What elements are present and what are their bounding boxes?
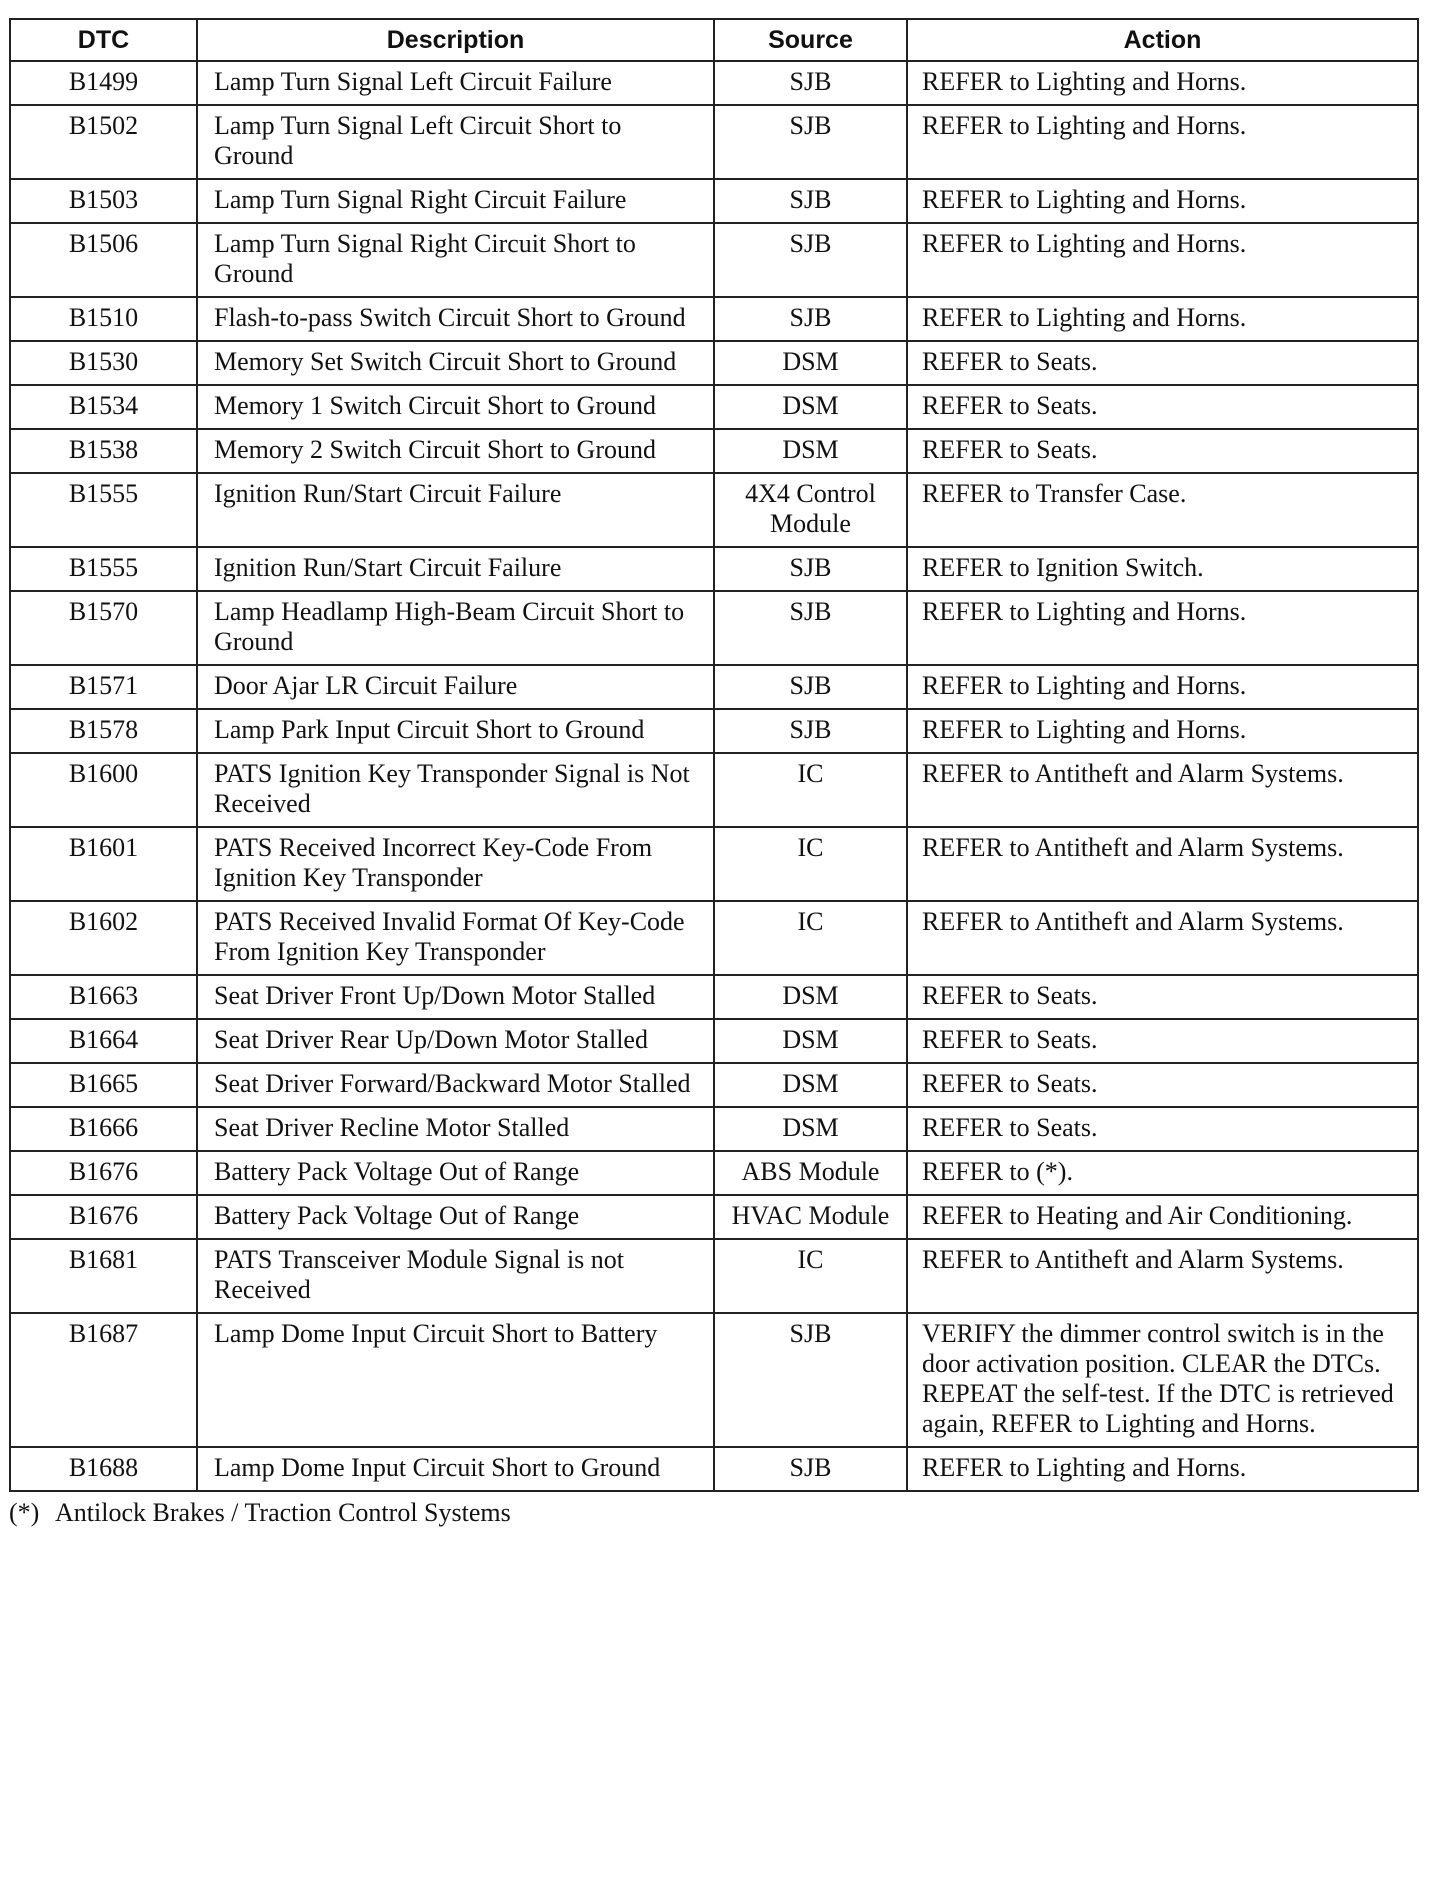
cell-source: SJB: [714, 1313, 907, 1447]
footnote-text: Antilock Brakes / Traction Control Systems: [55, 1498, 511, 1527]
footnote: [9, 1498, 1417, 1528]
cell-source: DSM: [714, 1107, 907, 1151]
cell-dtc: B1503: [10, 179, 197, 223]
header-dtc: DTC: [10, 19, 197, 61]
table-row: [10, 1107, 1418, 1151]
cell-description: Lamp Park Input Circuit Short to Ground: [197, 709, 714, 753]
cell-action: REFER to Lighting and Horns.: [907, 223, 1418, 297]
cell-dtc: B1663: [10, 975, 197, 1019]
cell-source: IC: [714, 827, 907, 901]
cell-dtc: B1664: [10, 1019, 197, 1063]
cell-source: IC: [714, 901, 907, 975]
cell-description: Battery Pack Voltage Out of Range: [197, 1151, 714, 1195]
cell-description: Lamp Turn Signal Left Circuit Failure: [197, 61, 714, 105]
cell-action: REFER to Lighting and Horns.: [907, 297, 1418, 341]
dtc-table: [9, 18, 1419, 1492]
table-row: [10, 1063, 1418, 1107]
cell-dtc: B1578: [10, 709, 197, 753]
cell-description: PATS Received Invalid Format Of Key-Code From Ignition Key Transponder: [197, 901, 714, 975]
table-row: [10, 547, 1418, 591]
cell-dtc: B1681: [10, 1239, 197, 1313]
table-row: [10, 223, 1418, 297]
cell-dtc: B1506: [10, 223, 197, 297]
cell-source: ABS Module: [714, 1151, 907, 1195]
cell-dtc: B1676: [10, 1195, 197, 1239]
cell-description: Lamp Dome Input Circuit Short to Battery: [197, 1313, 714, 1447]
cell-dtc: B1602: [10, 901, 197, 975]
table-row: [10, 975, 1418, 1019]
cell-dtc: B1571: [10, 665, 197, 709]
cell-dtc: B1510: [10, 297, 197, 341]
cell-source: DSM: [714, 1019, 907, 1063]
cell-source: DSM: [714, 429, 907, 473]
cell-description: Seat Driver Rear Up/Down Motor Stalled: [197, 1019, 714, 1063]
cell-source: IC: [714, 753, 907, 827]
cell-source: SJB: [714, 223, 907, 297]
cell-source: DSM: [714, 975, 907, 1019]
cell-source: SJB: [714, 105, 907, 179]
cell-source: DSM: [714, 1063, 907, 1107]
table-row: [10, 105, 1418, 179]
cell-source: IC: [714, 1239, 907, 1313]
table-row: [10, 341, 1418, 385]
cell-description: Seat Driver Forward/Backward Motor Stalled: [197, 1063, 714, 1107]
cell-source: SJB: [714, 591, 907, 665]
header-action: Action: [907, 19, 1418, 61]
cell-dtc: B1570: [10, 591, 197, 665]
cell-description: Lamp Turn Signal Right Circuit Failure: [197, 179, 714, 223]
cell-action: REFER to Lighting and Horns.: [907, 179, 1418, 223]
table-row: [10, 709, 1418, 753]
cell-action: REFER to Seats.: [907, 385, 1418, 429]
cell-dtc: B1665: [10, 1063, 197, 1107]
cell-description: Memory 1 Switch Circuit Short to Ground: [197, 385, 714, 429]
cell-description: Seat Driver Front Up/Down Motor Stalled: [197, 975, 714, 1019]
table-row: [10, 1313, 1418, 1447]
cell-dtc: B1676: [10, 1151, 197, 1195]
table-row: [10, 1239, 1418, 1313]
cell-description: Memory 2 Switch Circuit Short to Ground: [197, 429, 714, 473]
cell-source: SJB: [714, 61, 907, 105]
cell-action: REFER to Lighting and Horns.: [907, 709, 1418, 753]
cell-dtc: B1499: [10, 61, 197, 105]
cell-source: SJB: [714, 709, 907, 753]
table-row: [10, 61, 1418, 105]
table-body: [10, 61, 1418, 1491]
cell-dtc: B1555: [10, 547, 197, 591]
table-row: [10, 591, 1418, 665]
cell-dtc: B1666: [10, 1107, 197, 1151]
cell-description: Lamp Dome Input Circuit Short to Ground: [197, 1447, 714, 1491]
cell-action: REFER to Seats.: [907, 1107, 1418, 1151]
cell-description: Memory Set Switch Circuit Short to Ground: [197, 341, 714, 385]
cell-dtc: B1502: [10, 105, 197, 179]
dtc-document: [9, 18, 1417, 1528]
cell-action: REFER to Seats.: [907, 975, 1418, 1019]
cell-description: Lamp Turn Signal Right Circuit Short to Ground: [197, 223, 714, 297]
cell-action: REFER to Antitheft and Alarm Systems.: [907, 1239, 1418, 1313]
cell-description: Lamp Headlamp High-Beam Circuit Short to Ground: [197, 591, 714, 665]
cell-action: REFER to Lighting and Horns.: [907, 61, 1418, 105]
table-row: [10, 297, 1418, 341]
table-row: [10, 473, 1418, 547]
cell-description: Door Ajar LR Circuit Failure: [197, 665, 714, 709]
table-row: [10, 827, 1418, 901]
cell-description: Flash-to-pass Switch Circuit Short to Ground: [197, 297, 714, 341]
table-row: [10, 901, 1418, 975]
table-row: [10, 753, 1418, 827]
cell-description: Seat Driver Recline Motor Stalled: [197, 1107, 714, 1151]
cell-dtc: B1601: [10, 827, 197, 901]
cell-action: REFER to Antitheft and Alarm Systems.: [907, 753, 1418, 827]
cell-source: DSM: [714, 341, 907, 385]
cell-action: REFER to Lighting and Horns.: [907, 105, 1418, 179]
table-row: [10, 385, 1418, 429]
table-header-row: [10, 19, 1418, 61]
cell-action: REFER to Seats.: [907, 429, 1418, 473]
cell-dtc: B1555: [10, 473, 197, 547]
cell-action: REFER to Seats.: [907, 1063, 1418, 1107]
table-row: [10, 429, 1418, 473]
cell-source: SJB: [714, 297, 907, 341]
cell-source: SJB: [714, 665, 907, 709]
table-row: [10, 1447, 1418, 1491]
cell-action: REFER to Lighting and Horns.: [907, 1447, 1418, 1491]
cell-action: REFER to Seats.: [907, 1019, 1418, 1063]
cell-action: REFER to Heating and Air Conditioning.: [907, 1195, 1418, 1239]
table-row: [10, 665, 1418, 709]
footnote-marker: (*): [9, 1498, 40, 1527]
cell-source: DSM: [714, 385, 907, 429]
cell-description: PATS Transceiver Module Signal is not Received: [197, 1239, 714, 1313]
cell-dtc: B1538: [10, 429, 197, 473]
header-description: Description: [197, 19, 714, 61]
cell-source: HVAC Module: [714, 1195, 907, 1239]
cell-action: REFER to (*).: [907, 1151, 1418, 1195]
cell-source: 4X4 Control Module: [714, 473, 907, 547]
table-row: [10, 179, 1418, 223]
cell-action: REFER to Antitheft and Alarm Systems.: [907, 901, 1418, 975]
cell-action: REFER to Seats.: [907, 341, 1418, 385]
table-row: [10, 1195, 1418, 1239]
cell-action: VERIFY the dimmer control switch is in the door activation position. CLEAR the DTCs. REPEAT the self-test. If the DTC is retrieved again, REFER to Lighting and Horns.: [907, 1313, 1418, 1447]
cell-description: Battery Pack Voltage Out of Range: [197, 1195, 714, 1239]
cell-dtc: B1530: [10, 341, 197, 385]
cell-dtc: B1687: [10, 1313, 197, 1447]
cell-description: Lamp Turn Signal Left Circuit Short to Ground: [197, 105, 714, 179]
cell-description: PATS Received Incorrect Key-Code From Ignition Key Transponder: [197, 827, 714, 901]
cell-action: REFER to Lighting and Horns.: [907, 665, 1418, 709]
cell-action: REFER to Transfer Case.: [907, 473, 1418, 547]
cell-action: REFER to Antitheft and Alarm Systems.: [907, 827, 1418, 901]
cell-action: REFER to Ignition Switch.: [907, 547, 1418, 591]
cell-source: SJB: [714, 179, 907, 223]
cell-dtc: B1534: [10, 385, 197, 429]
table-row: [10, 1151, 1418, 1195]
cell-description: Ignition Run/Start Circuit Failure: [197, 547, 714, 591]
cell-description: Ignition Run/Start Circuit Failure: [197, 473, 714, 547]
cell-description: PATS Ignition Key Transponder Signal is Not Received: [197, 753, 714, 827]
cell-source: SJB: [714, 547, 907, 591]
cell-action: REFER to Lighting and Horns.: [907, 591, 1418, 665]
header-source: Source: [714, 19, 907, 61]
cell-dtc: B1688: [10, 1447, 197, 1491]
cell-source: SJB: [714, 1447, 907, 1491]
cell-dtc: B1600: [10, 753, 197, 827]
table-row: [10, 1019, 1418, 1063]
